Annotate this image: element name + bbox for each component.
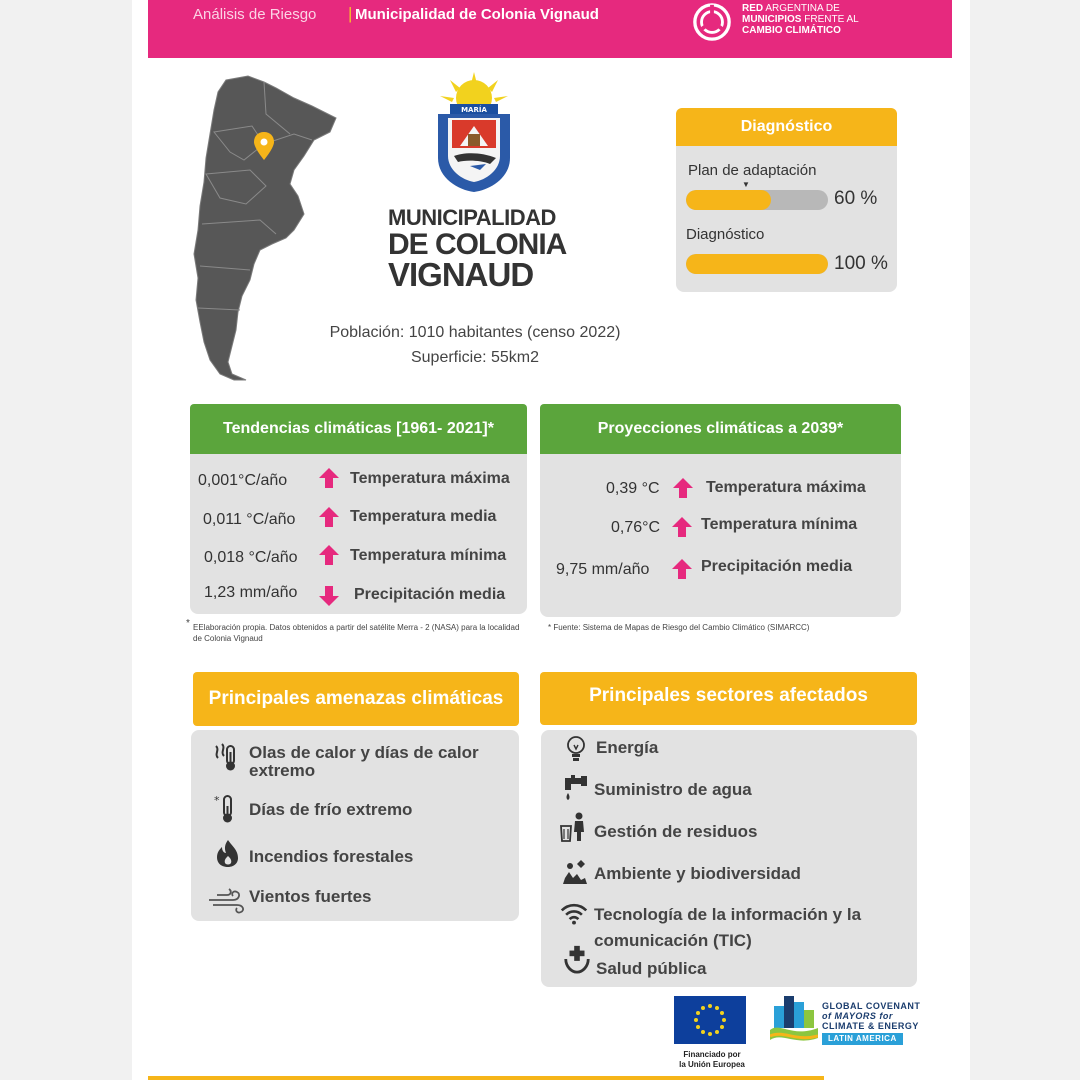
climate-trends-title: Tendencias climáticas [1961- 2021]*	[190, 404, 527, 454]
eu-funding-caption: Financiado por la Unión Europea	[679, 1050, 745, 1069]
trend-value: 1,23 mm/año	[204, 584, 298, 601]
eu-flag-logo	[674, 996, 746, 1044]
trend-label: Temperatura mínima	[350, 547, 507, 564]
ram-network-name: RED ARGENTINA DE MUNICIPIOS FRENTE AL CAMBIO CLIMÁTICO	[742, 3, 859, 36]
lightbulb-icon	[564, 734, 592, 764]
waste-bin-icon	[559, 812, 587, 842]
projections-note: * Fuente: Sistema de Mapas de Riesgo del Cambio Climático (SIMARCC)	[548, 623, 810, 632]
global-covenant-logo	[770, 992, 818, 1044]
adaptation-plan-percent: 60 %	[834, 188, 878, 209]
threat-item: Olas de calor y días de calor extremo	[249, 743, 479, 780]
projection-label: Temperatura máxima	[706, 479, 866, 496]
trend-label: Temperatura máxima	[350, 470, 510, 487]
caret-down-icon: ▼	[742, 180, 750, 189]
adaptation-plan-progress	[686, 190, 828, 210]
climate-threats-title: Principales amenazas climáticas	[193, 672, 519, 726]
fire-icon	[214, 838, 242, 868]
arrow-up-icon	[672, 477, 694, 499]
section-label: Análisis de Riesgo	[193, 6, 317, 23]
latin-america-badge: LATIN AMERICA	[822, 1033, 903, 1045]
diagnosis-title: Diagnóstico	[676, 108, 897, 146]
sector-item: Energía	[596, 738, 659, 757]
heat-thermometer-icon	[212, 742, 240, 772]
trends-note: EElaboración propia. Datos obtenidos a partir del satélite Merra - 2 (NASA) para la localidad de Colonia Vignaud	[193, 623, 520, 643]
sector-item: Salud pública	[596, 959, 707, 978]
adaptation-plan-label: Plan de adaptación	[688, 162, 817, 179]
climate-projections-title: Proyecciones climáticas a 2039*	[540, 404, 901, 454]
arrow-down-icon	[318, 585, 340, 607]
adaptation-plan-progress-fill	[686, 190, 771, 210]
projection-label: Precipitación media	[701, 558, 853, 575]
municipality-title: MUNICIPALIDAD DE COLONIA VIGNAUD	[388, 205, 567, 293]
diagnosis-panel	[676, 108, 897, 292]
trends-note-mark: *	[186, 618, 190, 629]
diagnosis-progress-label: Diagnóstico	[686, 226, 765, 243]
arrow-up-icon	[318, 467, 340, 489]
projection-value: 9,75 mm/año	[556, 561, 650, 578]
trend-label: Temperatura media	[350, 508, 497, 525]
cold-thermometer-icon	[214, 794, 242, 824]
threat-item: Días de frío extremo	[249, 800, 413, 819]
diagnosis-percent: 100 %	[834, 253, 888, 274]
water-tap-icon	[561, 774, 589, 804]
nature-icon	[561, 858, 589, 888]
trend-label: Precipitación media	[354, 586, 506, 603]
sector-item: Suministro de agua	[594, 780, 752, 799]
ram-network-logo-icon	[691, 2, 733, 42]
svg-text:*: *	[214, 794, 220, 807]
shield-top-text: MARÍA	[461, 106, 487, 114]
wind-icon	[207, 884, 247, 914]
header-bar	[148, 0, 952, 58]
population-info	[300, 320, 650, 370]
arrow-up-icon	[671, 558, 693, 580]
sector-item: Gestión de residuos	[594, 822, 758, 841]
health-hands-icon	[563, 944, 591, 974]
threat-item: Incendios forestales	[249, 847, 414, 866]
global-covenant-name: GLOBAL COVENANT of MAYORS for CLIMATE & ENERGY LATIN AMERICA	[822, 1001, 921, 1043]
diagnosis-progress-fill	[686, 254, 828, 274]
sector-item: Tecnología de la información y la comunicación (TIC)	[594, 905, 862, 950]
trend-value: 0,011 °C/año	[203, 511, 296, 528]
arrow-up-icon	[318, 506, 340, 528]
population-text: Población: 1010 habitantes (censo 2022)	[329, 324, 621, 341]
affected-sectors-title: Principales sectores afectados	[540, 672, 917, 725]
wifi-icon	[560, 898, 588, 928]
threat-item: Vientos fuertes	[249, 887, 372, 906]
trend-value: 0,018 °C/año	[204, 549, 298, 566]
bottom-accent-line	[148, 1076, 824, 1080]
municipality-label: Municipalidad de Colonia Vignaud	[355, 6, 599, 23]
projection-value: 0,39 °C	[606, 480, 660, 497]
arrow-up-icon	[318, 544, 340, 566]
projection-value: 0,76°C	[611, 519, 661, 536]
surface-text: Superficie: 55km2	[410, 349, 540, 366]
diagnosis-progress	[686, 254, 828, 274]
sector-item: Ambiente y biodiversidad	[594, 864, 801, 883]
municipal-shield-logo	[430, 72, 518, 194]
header-separator: |	[348, 4, 353, 23]
projection-label: Temperatura mínima	[701, 516, 858, 533]
arrow-up-icon	[671, 516, 693, 538]
trend-value: 0,001°C/año	[198, 472, 288, 489]
